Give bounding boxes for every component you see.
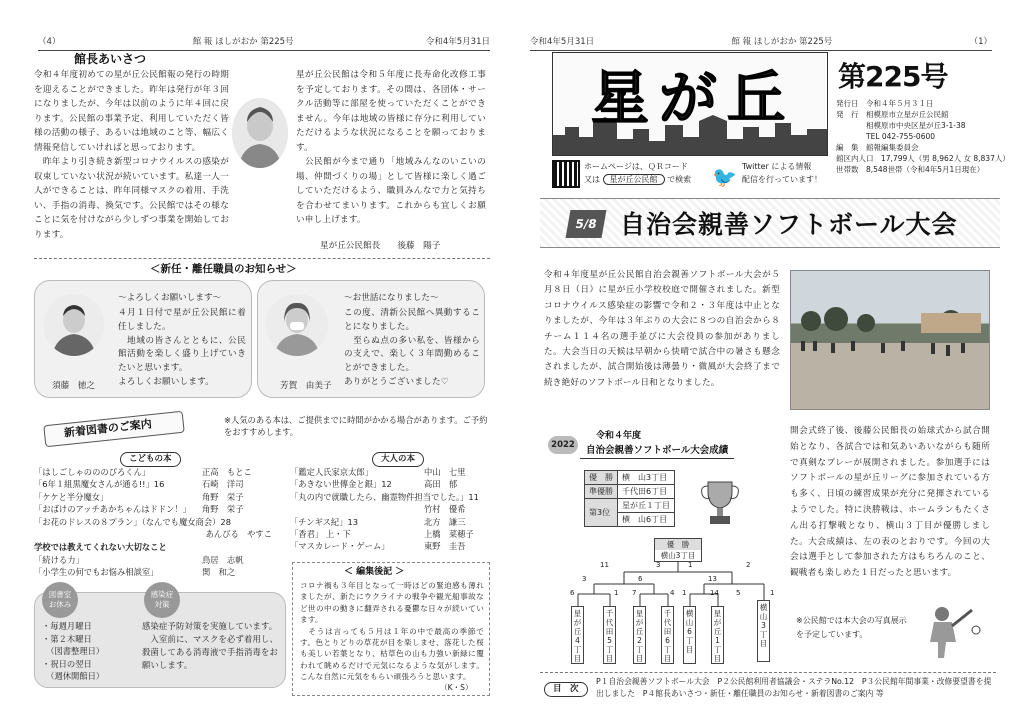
game-photo — [790, 270, 990, 410]
list-item: 「チンギス紀」13 北方 謙三 — [290, 516, 466, 527]
table-row: 優 勝 横 山3丁目 — [585, 471, 675, 485]
toc-text: P１自治会親善ソフトボール大会 P２公民館利用者協議会・ステラNo.12 P３公民館年間事業・改修要望書を提出しました P４館長あいさつ・新任・離任職員のお知らせ・新着図書のご案内 等 — [596, 677, 992, 698]
bracket-team: 横山3丁目 — [757, 600, 770, 662]
kids-books-list — [34, 466, 280, 579]
table-row: 準優勝 千代田6丁目 — [585, 485, 675, 499]
issue-number: 第225号 — [838, 60, 948, 93]
bracket-team: 星が丘1丁目 — [711, 606, 724, 664]
bracket-team: 千代田6丁目 — [661, 606, 674, 664]
feature-date-badge: 5/8 — [566, 210, 607, 238]
postscript-sign: （K・S） — [440, 683, 473, 692]
toc-divider — [540, 672, 996, 673]
photo-note: ※公民館では本大会の写真展示を予定しています。 — [796, 616, 907, 639]
right-page-header — [530, 36, 992, 51]
closed-days: ・毎週月曜日 ・第２木曜日 （図書整理日） ・祝日の翌日 （週休開館日） — [42, 621, 105, 681]
greeting-title: 館長あいさつ — [74, 52, 147, 66]
trophy-icon — [700, 478, 740, 531]
results-title-1: 令和４年度 — [596, 431, 642, 441]
table-row: 横 山6丁目 — [585, 513, 675, 527]
covid-text: 感染症予防対策を実施しています。 入室前に、マスクを必ず着用し、殺菌してある消毒液で手指消毒をお願いします。 — [142, 621, 278, 670]
table-row: 第3位 星が丘１丁目 — [585, 499, 675, 513]
divider — [34, 258, 490, 259]
right-date: 令和4年5月31日 — [530, 37, 595, 47]
greeting-col2: 星が丘公民館は令和５年度に長寿命化改修工事を予定しております。その間は、各団体・サークル活動等に部屋を使っていただくことができません。今年は地域の皆様に存分に利用していただけるような状況になることを願っております。 公民館が今まで通り「地域みんなのいこいの場、仲間づくりの場」として皆様に楽しく過ごしていただけるよう、職員みんなで力と気持ちを合わせてまいります。これからも宜しくお願い申し上げます。 — [296, 70, 486, 225]
staff-1-lead: ～よろしくお願いします～ — [118, 293, 222, 303]
staff-title: ＜新任・離任職員のお知らせ＞ — [150, 263, 297, 275]
adult-books-rows — [290, 466, 490, 553]
left-page-number: （4） — [38, 37, 61, 47]
list-item: 「香君」 上・下 上橋 菜穂子 — [290, 529, 474, 540]
bracket-team: 星が丘2丁目 — [633, 606, 646, 664]
kids-books-label: こどもの本 — [120, 452, 181, 467]
staff-1-body: ４月１日付で星が丘公民館に着任しました。 地域の皆さんとともに、公民館活動を楽しく盛り上げていきたいと思います。 よろしくお願いします。 — [118, 308, 246, 387]
staff-2-body: この度、清新公民館へ異動することになりました。 至らぬ点の多い私を、皆様からの支えで、楽しく３年間勤めることができました。 ありがとうございました♡ — [344, 308, 480, 387]
publisher-info: 発行日 令和４年５月３１日 発 行 相模原市立星が丘公民館 相模原市中央区星が丘3-1-38 TEL 042-755-0600 編 集 館報編集委員会 館区内人口 17,799人（男 8,962人 女 8,837人） 世帯数 8,548世帯（令和4年5月1日現在） — [836, 99, 1010, 174]
greeting-signature: 星が丘公民館長 後藤 陽子 — [320, 241, 441, 251]
books-note: ※人気のある本は、ご提供までに時間がかかる場合があります。ご予約をおすすめします。 — [224, 415, 488, 437]
bracket-scores: 11 3 1 2 3 6 13 6 1 7 4 1 14 5 1 — [570, 561, 775, 597]
softball-player-icon — [912, 604, 982, 665]
results-table — [584, 470, 675, 527]
list-item: 「鑑定人氏家京太郎」 中山 七里 — [290, 467, 466, 477]
staff-photo-2 — [266, 294, 328, 356]
twitter-info: Twitter による情報 配信を行っています！ — [742, 162, 822, 184]
left-paper-name: 館 報 ほしがおか 第225号 — [192, 37, 294, 47]
staff-photo-1 — [44, 294, 104, 356]
champion-box: 優 勝 横山3丁目 — [654, 538, 702, 562]
right-page-number: （1） — [969, 37, 992, 47]
list-item: 「あきない世傳金と銀」12 高田 郁 — [290, 479, 458, 490]
feature-title: 自治会親善ソフトボール大会 — [620, 210, 958, 239]
staff-1-name: 須藤 徳之 — [52, 381, 95, 391]
list-item: 「おばけのアッチあかちゃんはドドン！」 角野 栄子 — [34, 504, 244, 515]
feature-paragraph-2: 開会式終了後、後藤公民館長の始球式から試合開始となり、各試合では和気あいあいながらも随所で真剣なプレーが展開されました。参加選手にはソフトボールの星が丘リーグに参加されている方も多く、日頃の練習成果が充分に発揮されているようでした。特に決勝戦は、ホームランもたくさん出る打撃戦となり、横山３丁目が優勝しました。大会成績は、左の表のとおりです。今回の大会は選手として参加された方はもちろんのこと、観戦者も楽しめた１日だったと思います。 — [790, 426, 990, 579]
list-item: 「はしごしゃのののぴろくん」 正高 もとこ — [34, 467, 252, 477]
right-paper-name: 館 報 ほしがおか 第225号 — [731, 37, 833, 47]
postscript-title: ＜ 編集後記 ＞ — [344, 567, 405, 577]
staff-2-lead: ～お世話になりました～ — [344, 293, 439, 303]
school-books-label: 学校では教えてくれない大切なこと — [34, 542, 167, 553]
adult-books-label: 大人の本 — [372, 452, 424, 467]
list-item: 「マスカレード・ゲーム」 東野 圭吾 — [290, 541, 466, 552]
results-year-badge: 2022 — [548, 436, 578, 454]
web-info: ホームページは、ＱＲコード 又は 星が丘公民館 で検索 — [584, 162, 692, 184]
list-item: 「ケケと半分魔女」 角野 栄子 — [34, 491, 244, 502]
bracket-team: 千代田5丁目 — [603, 606, 616, 664]
qr-code-icon — [552, 160, 580, 188]
results-title-2: 自治会親善ソフトボール大会成績 — [580, 444, 734, 459]
left-date: 令和4年5月31日 — [425, 37, 490, 47]
list-item: 「6年１組黒魔女さんが通る!!」16 石崎 洋司 — [34, 479, 244, 490]
closed-badge: 図書室 お休み — [42, 582, 78, 618]
list-item: 「小学生の何でもお悩み相談室」 関 和之 — [34, 567, 236, 578]
feature-paragraph-1: 令和４年度星が丘公民館自治会親善ソフトボール大会が５月８日（日）に星が丘小学校校庭で開催されました。新型コロナウイルス感染症の影響で令和２・３年度は中止となりましたが、今年は３年ぶりの大会に８つの自治会から８チーム１１４名の選手並びに大会役員の参加がありました。大会当日の天候は早朝から快晴で試合中の暑さも懸念されましたが、試合開始後は薄曇り・微風が大会終了まで続き絶好のソフトボール日和となりました。 — [544, 270, 780, 388]
masthead-logo: 星が丘 — [591, 64, 796, 132]
postscript-text: コロナ禍も３年目となって一時ほどの緊迫感も薄れましたが、新たにウクライナの戦争や観光船事故など世の中の動きに翻弄される憂鬱な日々が続いています。 そうは言っても５月は１年の中で最高の季節です。色とりどりの草花が目を楽しませ、落花した桜も美しい若葉となり、枯草色の山も力強い新緑に覆われて眺めるだけで元気になるような気がします。こんな自然に元気をもらい頑張ろうと思います。 — [300, 581, 484, 682]
bracket-team: 星が丘4丁目 — [571, 606, 584, 664]
twitter-icon: 🐦 — [712, 165, 737, 189]
toc-label: 目 次 — [544, 682, 588, 697]
search-box: 星が丘公民館 — [603, 174, 665, 185]
list-item: 「お花のドレスの８プラン」（なんでも魔女商会）28 あんびる やすこ — [34, 516, 272, 540]
list-item: 「続ける力」 鳥居 志帆 — [34, 554, 244, 565]
books-title: 新着図書のご案内 — [63, 417, 153, 440]
list-item: 「丸の内で就職したら、幽霊物件担当でした。」11 竹村 優希 — [290, 491, 479, 515]
director-photo — [232, 98, 288, 168]
greeting-col1: 令和４年度初めての星が丘公民館報の発行の時期を迎えることができました。昨年は発行が年３回になりましたが、今年は以前のように年４回に戻ります。公民館の事業予定、利用していただく皆様の活動の様子、あるいは地域のこと等、幅広く情報発信していければと思っております。 昨年より引き続き新型コロナウイルスの感染が収束していない状況が続いています。私達一人一人ができることは、昨年同様マスクの着用、手洗い、手指の消毒、換気です。公民館ではその様なことに気を付けながら少しずつ事業を開始しております。 — [34, 70, 229, 240]
staff-2-name: 芳賀 由美子 — [280, 381, 332, 391]
covid-badge: 感染症 対策 — [144, 582, 180, 618]
left-page-header — [38, 36, 490, 51]
masthead-logo-box — [552, 52, 828, 156]
bracket-team: 横山6丁目 — [683, 606, 696, 664]
